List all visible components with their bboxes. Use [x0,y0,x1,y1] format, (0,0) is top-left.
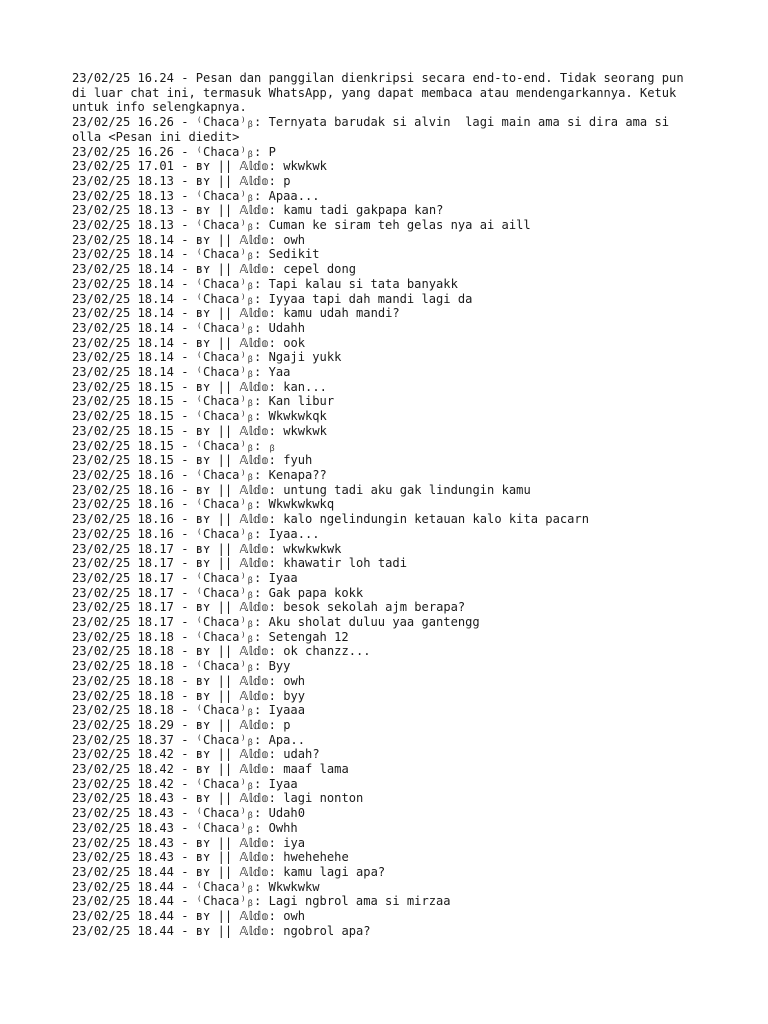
chat-line: 23/02/25 18.14 - ⁽Chaca⁾ᵦ: Sedikit [72,247,320,262]
chat-line: 23/02/25 18.16 - ⁽Chaca⁾ᵦ: Kenapa?? [72,467,327,482]
chat-line: 23/02/25 18.17 - ⁽Chaca⁾ᵦ: Gak papa kokk [72,585,364,600]
chat-line: 23/02/25 18.13 - ʙʏ || 𝔸𝕝𝕕𝕠: kamu tadi gakpapa kan? [72,203,444,218]
chat-line: 23/02/25 18.15 - ʙʏ || 𝔸𝕝𝕕𝕠: fyuh [72,453,313,468]
chat-line: 23/02/25 18.16 - ⁽Chaca⁾ᵦ: Wkwkwkwkq [72,497,335,512]
chat-line: 23/02/25 18.14 - ʙʏ || 𝔸𝕝𝕕𝕠: ook [72,335,306,350]
chat-line: 23/02/25 18.18 - ⁽Chaca⁾ᵦ: Setengah 12 [72,629,349,644]
chat-line: 23/02/25 18.17 - ⁽Chaca⁾ᵦ: Iyaa [72,570,298,585]
chat-line: 23/02/25 18.15 - ʙʏ || 𝔸𝕝𝕕𝕠: wkwkwk [72,423,327,438]
chat-line: 23/02/25 18.43 - ʙʏ || 𝔸𝕝𝕕𝕠: lagi nonton [72,791,364,806]
chat-line: 23/02/25 18.18 - ⁽Chaca⁾ᵦ: Iyaaa [72,703,305,718]
chat-line: 23/02/25 18.16 - ʙʏ || 𝔸𝕝𝕕𝕠: untung tadi aku gak lindungin kamu [72,482,531,497]
chat-line: 23/02/25 18.13 - ⁽Chaca⁾ᵦ: Cuman ke siram teh gelas nya ai aill [72,218,531,233]
chat-line: 23/02/25 18.17 - ʙʏ || 𝔸𝕝𝕕𝕠: wkwkwkwk [72,541,342,556]
chat-line: 23/02/25 18.43 - ʙʏ || 𝔸𝕝𝕕𝕠: iya [72,835,306,850]
chat-line: 23/02/25 16.26 - ⁽Chaca⁾ᵦ: Ternyata barudak si alvin lagi main ama si dira ama si olla <Pesan ini diedit> [72,115,677,144]
chat-line: 23/02/25 18.42 - ʙʏ || 𝔸𝕝𝕕𝕠: udah? [72,747,320,762]
chat-line: 23/02/25 18.18 - ʙʏ || 𝔸𝕝𝕕𝕠: owh [72,673,306,688]
chat-line: 23/02/25 18.17 - ʙʏ || 𝔸𝕝𝕕𝕠: besok sekolah ajm berapa? [72,600,466,615]
chat-line: 23/02/25 18.16 - ⁽Chaca⁾ᵦ: Iyaa... [72,526,320,541]
chat-line: 23/02/25 18.14 - ⁽Chaca⁾ᵦ: Ngaji yukk [72,350,342,365]
chat-line: 23/02/25 18.14 - ⁽Chaca⁾ᵦ: Udahh [72,320,305,335]
chat-line: 23/02/25 18.18 - ʙʏ || 𝔸𝕝𝕕𝕠: byy [72,688,306,703]
chat-line: 23/02/25 18.15 - ⁽Chaca⁾ᵦ: ᵦ [72,438,276,453]
system-notice-line: 23/02/25 16.24 - Pesan dan panggilan dienkripsi secara end-to-end. Tidak seorang pun di luar chat ini, termasuk WhatsApp, yang dapat membaca atau mendengarkannya. Ketuk untuk info selengkapnya. [72,71,691,115]
chat-line: 23/02/25 18.29 - ʙʏ || 𝔸𝕝𝕕𝕠: p [72,717,291,732]
chat-line: 23/02/25 16.26 - ⁽Chaca⁾ᵦ: P [72,144,276,159]
chat-line: 23/02/25 18.14 - ⁽Chaca⁾ᵦ: Tapi kalau si tata banyakk [72,276,458,291]
chat-line: 23/02/25 18.18 - ʙʏ || 𝔸𝕝𝕕𝕠: ok chanzz... [72,644,371,659]
chat-line: 23/02/25 18.44 - ⁽Chaca⁾ᵦ: Wkwkwkw [72,879,320,894]
chat-line: 23/02/25 18.15 - ⁽Chaca⁾ᵦ: Wkwkwkqk [72,409,327,424]
chat-export-document [72,71,698,938]
chat-line: 23/02/25 18.14 - ʙʏ || 𝔸𝕝𝕕𝕠: kamu udah mandi? [72,306,400,321]
chat-line: 23/02/25 18.17 - ⁽Chaca⁾ᵦ: Aku sholat duluu yaa gantengg [72,615,480,630]
chat-line: 23/02/25 18.37 - ⁽Chaca⁾ᵦ: Apa.. [72,732,305,747]
chat-line: 23/02/25 18.17 - ʙʏ || 𝔸𝕝𝕕𝕠: khawatir loh tadi [72,556,407,571]
chat-line: 23/02/25 18.44 - ʙʏ || 𝔸𝕝𝕕𝕠: ngobrol apa? [72,923,371,938]
chat-line: 23/02/25 18.15 - ⁽Chaca⁾ᵦ: Kan libur [72,394,335,409]
chat-line: 23/02/25 18.42 - ⁽Chaca⁾ᵦ: Iyaa [72,776,298,791]
chat-line: 23/02/25 18.14 - ⁽Chaca⁾ᵦ: Iyyaa tapi dah mandi lagi da [72,291,473,306]
chat-line: 23/02/25 18.44 - ʙʏ || 𝔸𝕝𝕕𝕠: owh [72,909,306,924]
chat-line: 23/02/25 18.44 - ⁽Chaca⁾ᵦ: Lagi ngbrol ama si mirzaa [72,894,451,909]
chat-line: 23/02/25 18.15 - ʙʏ || 𝔸𝕝𝕕𝕠: kan... [72,379,327,394]
chat-line: 23/02/25 18.14 - ʙʏ || 𝔸𝕝𝕕𝕠: owh [72,232,306,247]
chat-line: 23/02/25 18.44 - ʙʏ || 𝔸𝕝𝕕𝕠: kamu lagi apa? [72,864,386,879]
chat-line: 23/02/25 18.13 - ʙʏ || 𝔸𝕝𝕕𝕠: p [72,173,291,188]
chat-line: 23/02/25 17.01 - ʙʏ || 𝔸𝕝𝕕𝕠: wkwkwk [72,159,327,174]
chat-line: 23/02/25 18.42 - ʙʏ || 𝔸𝕝𝕕𝕠: maaf lama [72,762,349,777]
chat-line: 23/02/25 18.14 - ⁽Chaca⁾ᵦ: Yaa [72,365,291,380]
chat-line: 23/02/25 18.14 - ʙʏ || 𝔸𝕝𝕕𝕠: cepel dong [72,262,357,277]
chat-line: 23/02/25 18.43 - ⁽Chaca⁾ᵦ: Udah0 [72,806,305,821]
chat-line: 23/02/25 18.13 - ⁽Chaca⁾ᵦ: Apaa... [72,188,320,203]
chat-line: 23/02/25 18.16 - ʙʏ || 𝔸𝕝𝕕𝕠: kalo ngelindungin ketauan kalo kita pacarn [72,512,589,527]
chat-line: 23/02/25 18.43 - ⁽Chaca⁾ᵦ: Owhh [72,820,298,835]
chat-line: 23/02/25 18.43 - ʙʏ || 𝔸𝕝𝕕𝕠: hwehehehe [72,850,349,865]
chat-line: 23/02/25 18.18 - ⁽Chaca⁾ᵦ: Byy [72,659,291,674]
